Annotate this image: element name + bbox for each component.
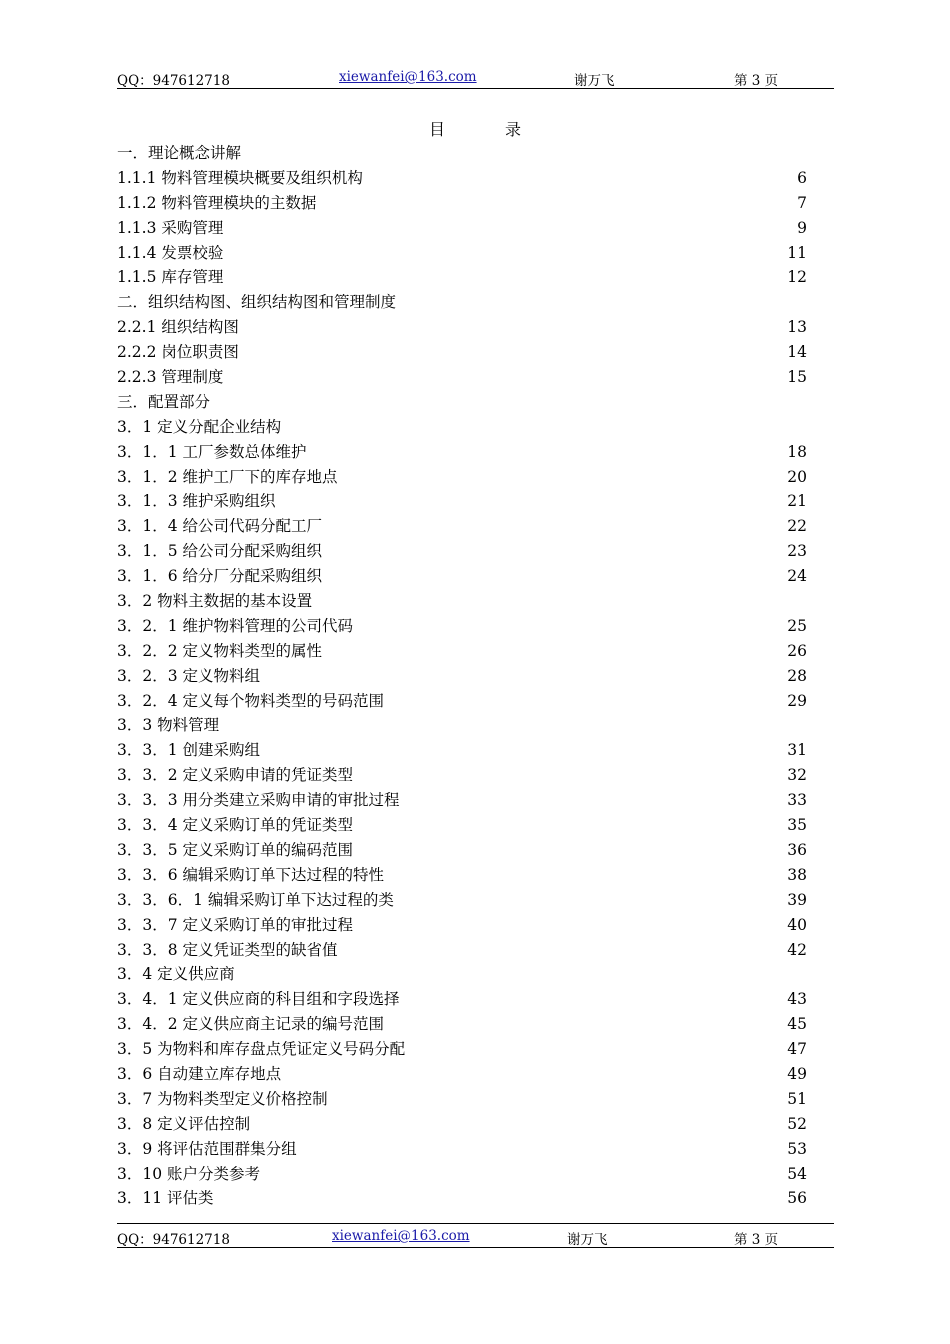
toc-entry-label: 3．3．6．1 编辑采购订单下达过程的类 bbox=[117, 890, 394, 909]
toc-entry-label: 一．理论概念讲解 bbox=[117, 144, 242, 162]
toc-entry-page: 35 bbox=[787, 816, 807, 835]
toc-entry-page: 7 bbox=[797, 193, 807, 212]
toc-entry-label: 3．9 将评估范围群集分组 bbox=[117, 1139, 297, 1158]
toc-entry-page: 28 bbox=[787, 666, 807, 685]
toc-entry-label: 3．1．6 给分厂分配采购组织 bbox=[117, 567, 323, 586]
toc-entry[interactable] bbox=[117, 614, 807, 639]
toc-entry[interactable] bbox=[117, 1087, 807, 1112]
toc-entry-page: 40 bbox=[787, 915, 807, 934]
toc-entry[interactable] bbox=[117, 938, 807, 963]
toc-entry[interactable] bbox=[117, 813, 807, 838]
toc-entry[interactable] bbox=[117, 689, 807, 714]
toc-entry-label: 三．配置部分 bbox=[117, 392, 211, 411]
toc-entry[interactable] bbox=[117, 639, 807, 664]
toc-entry-page: 32 bbox=[787, 766, 807, 785]
toc-entry[interactable] bbox=[117, 539, 807, 564]
toc-entry[interactable] bbox=[117, 564, 807, 589]
toc-entry-label: 3．3．1 创建采购组 bbox=[117, 741, 261, 760]
toc-entry-label: 3．2．4 定义每个物料类型的号码范围 bbox=[117, 691, 385, 710]
toc-entry-label: 3．3．3 用分类建立采购申请的审批过程 bbox=[117, 791, 400, 810]
footer-top-rule bbox=[117, 1223, 834, 1224]
toc-entry-label: 3．2 物料主数据的基本设置 bbox=[117, 592, 313, 611]
toc-entry-page: 23 bbox=[787, 542, 807, 561]
toc-entry[interactable] bbox=[117, 838, 807, 863]
toc-entry-label: 3．3．8 定义凭证类型的缺省值 bbox=[117, 940, 338, 959]
toc-entry[interactable] bbox=[117, 664, 807, 689]
toc-entry[interactable] bbox=[117, 340, 807, 365]
toc-entry-page: 21 bbox=[787, 492, 807, 511]
toc-entry[interactable] bbox=[117, 738, 807, 763]
toc-entry-label: 3．2．1 维护物料管理的公司代码 bbox=[117, 616, 354, 635]
toc-entry[interactable] bbox=[117, 1037, 807, 1062]
toc-entry-label: 3．1．5 给公司分配采购组织 bbox=[117, 542, 323, 561]
toc-entry-label: 3．3．5 定义采购订单的编码范围 bbox=[117, 840, 354, 859]
toc-entry[interactable] bbox=[117, 141, 807, 166]
footer-author: 谢万飞 bbox=[567, 1232, 608, 1248]
toc-entry-label: 1.1.1 物料管理模块概要及组织机构 bbox=[117, 168, 363, 187]
header-page-number: 第 3 页 bbox=[734, 73, 779, 89]
header-qq: QQ：947612718 bbox=[117, 73, 230, 89]
toc-entry[interactable] bbox=[117, 1062, 807, 1087]
toc-entry-page: 51 bbox=[787, 1089, 807, 1108]
toc-entry-page: 47 bbox=[787, 1040, 807, 1059]
toc-entry[interactable] bbox=[117, 365, 807, 390]
toc-title-left: 目 bbox=[428, 120, 445, 139]
page-header bbox=[117, 69, 834, 89]
toc-entry-label: 1.1.5 库存管理 bbox=[117, 268, 224, 287]
toc-entry[interactable] bbox=[117, 440, 807, 465]
toc-entry-label: 3．6 自动建立库存地点 bbox=[117, 1064, 282, 1083]
toc-entry-page: 24 bbox=[787, 567, 807, 586]
toc-entry[interactable] bbox=[117, 1137, 807, 1162]
toc-entry-page: 12 bbox=[787, 268, 807, 287]
toc-entry[interactable] bbox=[117, 987, 807, 1012]
toc-entry[interactable] bbox=[117, 514, 807, 539]
toc-entry-label: 1.1.2 物料管理模块的主数据 bbox=[117, 193, 317, 212]
toc-entry-label: 3．11 评估类 bbox=[117, 1189, 214, 1208]
toc-entry-page: 25 bbox=[787, 616, 807, 635]
toc-entry[interactable] bbox=[117, 191, 807, 216]
toc-entry-label: 3．3．6 编辑采购订单下达过程的特性 bbox=[117, 865, 385, 884]
toc-entry[interactable] bbox=[117, 1012, 807, 1037]
toc-entry-page: 22 bbox=[787, 517, 807, 536]
toc-entry-label: 3．3．2 定义采购申请的凭证类型 bbox=[117, 766, 354, 785]
toc-entry-label: 3．3．7 定义采购订单的审批过程 bbox=[117, 915, 354, 934]
toc-entry-label: 3．2．3 定义物料组 bbox=[117, 666, 261, 685]
toc-entry-label: 3．4．2 定义供应商主记录的编号范围 bbox=[117, 1015, 385, 1034]
toc-entry-label: 3．1．1 工厂参数总体维护 bbox=[117, 442, 307, 461]
toc-entry[interactable] bbox=[117, 1162, 807, 1187]
toc-entry-label: 3．4．1 定义供应商的科目组和字段选择 bbox=[117, 990, 400, 1009]
toc-entry-label: 3．1．4 给公司代码分配工厂 bbox=[117, 517, 323, 536]
toc-entry-page: 9 bbox=[797, 218, 807, 237]
toc-entry-label: 二．组织结构图、组织结构图和管理制度 bbox=[117, 293, 397, 312]
toc-entry-page: 38 bbox=[787, 865, 807, 884]
toc-entry-label: 3．1．3 维护采购组织 bbox=[117, 492, 276, 511]
toc-entry-label: 3．8 定义评估控制 bbox=[117, 1114, 251, 1133]
toc-entry[interactable] bbox=[117, 713, 807, 738]
toc-entry[interactable] bbox=[117, 241, 807, 266]
toc-entry-page: 11 bbox=[787, 243, 807, 262]
toc-entry[interactable] bbox=[117, 315, 807, 340]
toc-entry-label: 3．4 定义供应商 bbox=[117, 965, 235, 984]
toc-entry-label: 2.2.1 组织结构图 bbox=[117, 318, 239, 337]
toc-entry[interactable] bbox=[117, 1186, 807, 1211]
toc-title bbox=[0, 117, 950, 140]
toc-entry[interactable] bbox=[117, 863, 807, 888]
toc-entry-label: 1.1.4 发票校验 bbox=[117, 243, 224, 262]
toc-entry[interactable] bbox=[117, 390, 807, 415]
toc-entry[interactable] bbox=[117, 763, 807, 788]
header-email-link[interactable]: xiewanfei@163.com bbox=[339, 69, 477, 85]
footer-email-link[interactable]: xiewanfei@163.com bbox=[332, 1228, 470, 1244]
toc-entry-page: 42 bbox=[787, 940, 807, 959]
toc-title-right: 录 bbox=[505, 120, 522, 139]
toc-entry-page: 56 bbox=[787, 1189, 807, 1208]
toc-entry-page: 33 bbox=[787, 791, 807, 810]
toc-entry[interactable] bbox=[117, 489, 807, 514]
toc-entry-page: 31 bbox=[787, 741, 807, 760]
page-footer bbox=[117, 1228, 834, 1248]
toc-entry[interactable] bbox=[117, 888, 807, 913]
toc-entry[interactable] bbox=[117, 589, 807, 614]
toc-entry-page: 13 bbox=[787, 318, 807, 337]
toc-entry-page: 52 bbox=[787, 1114, 807, 1133]
toc-entry-label: 3．2．2 定义物料类型的属性 bbox=[117, 641, 323, 660]
toc-entry[interactable] bbox=[117, 962, 807, 987]
toc-entry[interactable] bbox=[117, 290, 807, 315]
toc-entry-label: 2.2.3 管理制度 bbox=[117, 368, 224, 387]
toc-entry-page: 26 bbox=[787, 641, 807, 660]
toc-entry-page: 14 bbox=[787, 343, 807, 362]
toc-entry-page: 29 bbox=[787, 691, 807, 710]
toc-entry[interactable] bbox=[117, 913, 807, 938]
toc-entry[interactable] bbox=[117, 216, 807, 241]
toc-entry[interactable] bbox=[117, 166, 807, 191]
toc-entry-label: 3．3 物料管理 bbox=[117, 716, 220, 735]
toc-entry-label: 3．10 账户分类参考 bbox=[117, 1164, 261, 1183]
toc-entry-label: 3．1．2 维护工厂下的库存地点 bbox=[117, 467, 338, 486]
toc-entry-page: 49 bbox=[787, 1064, 807, 1083]
footer-bottom-rule bbox=[117, 1247, 834, 1248]
toc-entry-page: 20 bbox=[787, 467, 807, 486]
header-rule bbox=[117, 88, 834, 89]
toc-entry-page: 54 bbox=[787, 1164, 807, 1183]
toc-entry-page: 39 bbox=[787, 890, 807, 909]
table-of-contents bbox=[117, 141, 807, 1211]
toc-entry-label: 3．5 为物料和库存盘点凭证定义号码分配 bbox=[117, 1040, 406, 1059]
toc-entry-label: 3．1 定义分配企业结构 bbox=[117, 417, 282, 436]
header-author: 谢万飞 bbox=[574, 73, 615, 89]
toc-entry-page: 43 bbox=[787, 990, 807, 1009]
toc-entry-page: 36 bbox=[787, 840, 807, 859]
toc-entry-page: 45 bbox=[787, 1015, 807, 1034]
toc-entry[interactable] bbox=[117, 415, 807, 440]
toc-entry-page: 53 bbox=[787, 1139, 807, 1158]
toc-entry[interactable] bbox=[117, 1112, 807, 1137]
toc-entry-label: 1.1.3 采购管理 bbox=[117, 218, 224, 237]
toc-entry[interactable] bbox=[117, 265, 807, 290]
toc-entry-page: 18 bbox=[787, 442, 807, 461]
toc-entry-page: 6 bbox=[797, 168, 807, 187]
toc-entry-label: 3．7 为物料类型定义价格控制 bbox=[117, 1089, 328, 1108]
footer-qq: QQ：947612718 bbox=[117, 1232, 230, 1248]
toc-entry[interactable] bbox=[117, 788, 807, 813]
toc-entry[interactable] bbox=[117, 465, 807, 490]
toc-entry-page: 15 bbox=[787, 368, 807, 387]
footer-page-number: 第 3 页 bbox=[734, 1232, 779, 1248]
toc-entry-label: 2.2.2 岗位职责图 bbox=[117, 343, 239, 362]
toc-entry-label: 3．3．4 定义采购订单的凭证类型 bbox=[117, 816, 354, 835]
